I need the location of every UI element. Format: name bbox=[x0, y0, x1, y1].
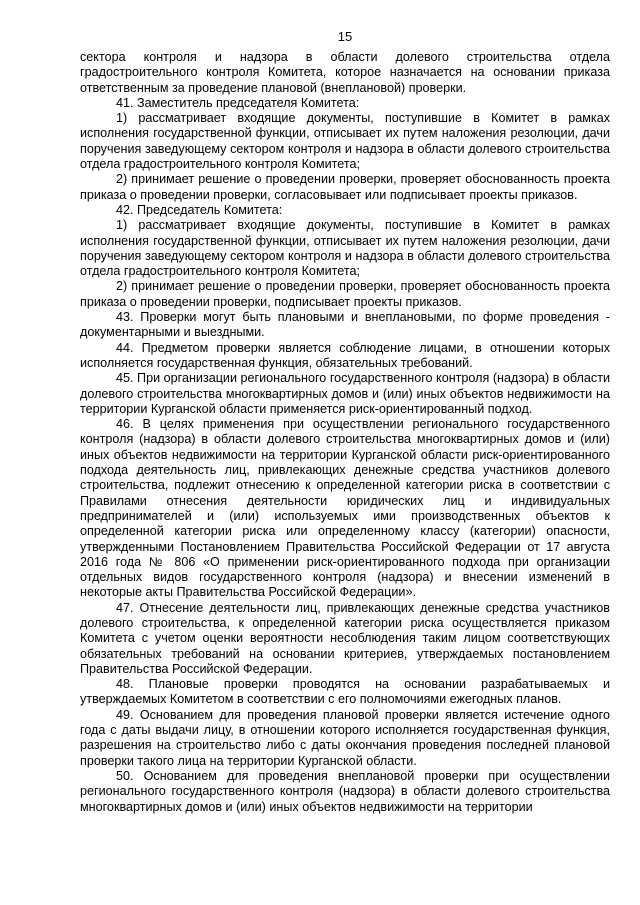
paragraph-41-heading: 41. Заместитель председателя Комитета: bbox=[116, 95, 360, 110]
page-number: 15 bbox=[337, 29, 353, 44]
paragraph-46: 46. В целях применения при осуществлении регионального государственного контроля (надзора) в области долевого строительства многоквартирных домов и (или) иных объектов недвижимости на территории Курганской области риск-ориентированного подхода деятельность лиц, привлекающих денежные средства участников долевого строительства, подлежит отнесению к определенной категории риска в соответствии с Правилами отнесения деятельности юридических лиц и индивидуальных предпринимателей и (или) используемых ими производственных объектов к определенной категории риска или определенному классу (категории) опасности, утвержденными Постановлением Правительства Российской Федерации от 17 августа 2016 года № 806 «О применении риск-ориентированного подхода при организации отдельных видов государственного контроля (надзора) и внесении изменений в некоторые акты Правительства Российской Федерации». bbox=[80, 417, 610, 600]
paragraph-44: 44. Предметом проверки является соблюдение лицами, в отношении которых исполняется государственная функция, обязательных требований. bbox=[80, 340, 610, 370]
paragraph-48: 48. Плановые проверки проводятся на основании разрабатываемых и утверждаемых Комитетом в соответствии с его полномочиями ежегодных планов. bbox=[80, 677, 610, 707]
paragraph-42-item-2: 2) принимает решение о проведении проверки, проверяет обоснованность проекта приказа о проведении проверки, подписывает проекты приказов. bbox=[80, 279, 610, 309]
paragraph-41-item-2: 2) принимает решение о проведении проверки, проверяет обоснованность проекта приказа о проведении проверки, согласовывает или подписывает проекты приказов. bbox=[80, 172, 610, 202]
paragraph-45: 45. При организации регионального государственного контроля (надзора) в области долевого строительства многоквартирных домов и (или) иных объектов недвижимости на территории Курганской области применяется риск-ориентированный подход. bbox=[80, 371, 610, 416]
paragraph-50: 50. Основанием для проведения внеплановой проверки при осуществлении регионального государственного контроля (надзора) в области долевого строительства многоквартирных домов и (или) иных объектов недвижимости на территории bbox=[80, 768, 610, 814]
paragraph-41-item-1: 1) рассматривает входящие документы, поступившие в Комитет в рамках исполнения государственной функции, отписывает их путем наложения резолюции, дачи поручения заведующему сектором контроля и надзора в области долевого строительства отдела градостроительного контроля Комитета; bbox=[80, 111, 610, 172]
paragraph-47: 47. Отнесение деятельности лиц, привлекающих денежные средства участников долевого строительства, к определенной категории риска осуществляется приказом Комитета с учетом оценки вероятности несоблюдения таким лицом соответствующих обязательных требований на основании критериев, утверждаемых постановлением Правительства Российской Федерации. bbox=[80, 600, 610, 676]
paragraph-49: 49. Основанием для проведения плановой проверки является истечение одного года с даты выдачи лицу, в отношении которого исполняется государственная функция, разрешения на строительство либо с даты окончания проведения последней плановой проверки такого лица на территории Курганской области. bbox=[80, 707, 610, 768]
paragraph-43: 43. Проверки могут быть плановыми и внеплановыми, по форме проведения - документарными и выездными. bbox=[80, 310, 610, 340]
paragraph-42-item-1: 1) рассматривает входящие документы, поступившие в Комитет в рамках исполнения государственной функции, отписывает их путем наложения резолюции, дачи поручения заведующему сектором контроля и надзора в области долевого строительства отдела градостроительного контроля Комитета; bbox=[80, 218, 610, 279]
paragraph-42-heading: 42. Председатель Комитета: bbox=[116, 202, 283, 217]
paragraph-continuation: сектора контроля и надзора в области долевого строительства отдела градостроительного контроля Комитета, которое назначается на основании приказа ответственным за проведение плановой (внеплановой) проверки. bbox=[80, 50, 610, 95]
document-body bbox=[80, 50, 610, 815]
